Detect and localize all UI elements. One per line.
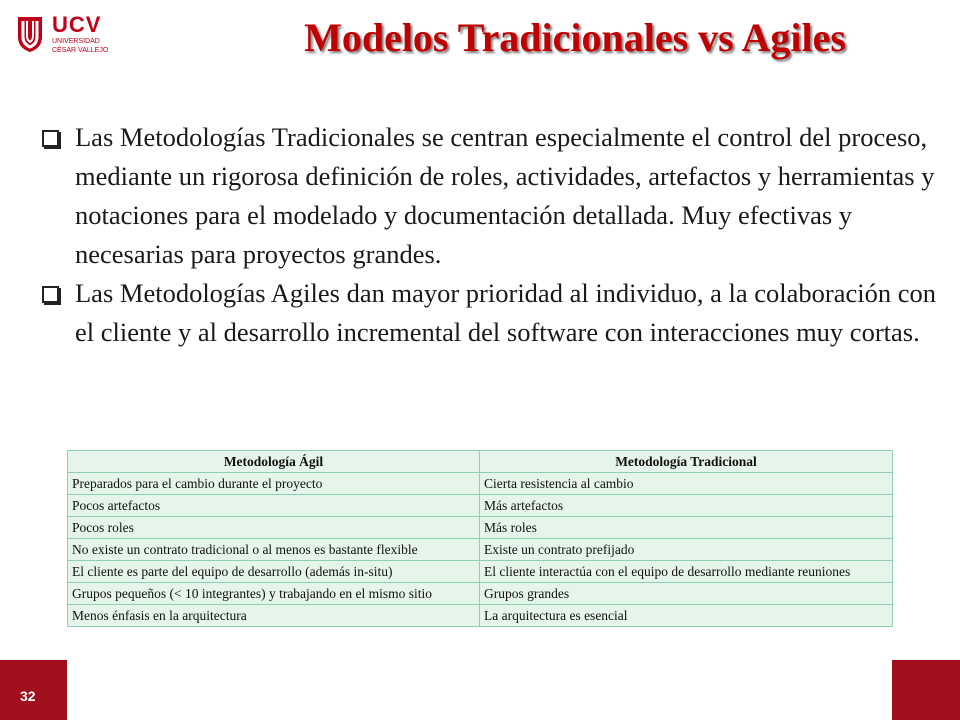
- table-cell: El cliente interactúa con el equipo de desarrollo mediante reuniones: [480, 561, 893, 583]
- table-header-row: [68, 451, 893, 473]
- bullet-item: [42, 274, 942, 352]
- ucv-shield-icon: [16, 15, 44, 53]
- table-cell: Pocos roles: [68, 517, 480, 539]
- table-cell: Grupos grandes: [480, 583, 893, 605]
- bullet-text: Las Metodologías Tradicionales se centran especialmente el control del proceso, mediante un rigorosa definición de roles, actividades, artefactos y herramientas y notaciones para el modelado y documentación detallada. Muy efectivas y necesarias para proyectos grandes.: [75, 122, 935, 269]
- table-cell: No existe un contrato tradicional o al menos es bastante flexible: [68, 539, 480, 561]
- slide-title: Modelos Tradicionales vs Agiles: [304, 15, 846, 60]
- table-row: [68, 495, 893, 517]
- table-row: [68, 517, 893, 539]
- logo-name: UCV: [52, 12, 102, 37]
- table-cell: Grupos pequeños (< 10 integrantes) y trabajando en el mismo sitio: [68, 583, 480, 605]
- column-header-agil: Metodología Ágil: [68, 451, 480, 473]
- comparison-table: [67, 450, 893, 627]
- university-logo: [16, 14, 108, 54]
- bullet-item: [42, 118, 942, 274]
- checkbox-bullet-icon: [42, 130, 59, 147]
- table-cell: La arquitectura es esencial: [480, 605, 893, 627]
- table-cell: Existe un contrato prefijado: [480, 539, 893, 561]
- table-cell: Menos énfasis en la arquitectura: [68, 605, 480, 627]
- page-number: 32: [20, 688, 36, 704]
- logo-subtitle-line1: UNIVERSIDAD: [52, 38, 100, 45]
- bullet-text: Las Metodologías Agiles dan mayor prioridad al individuo, a la colaboración con el cliente y al desarrollo incremental del software con interacciones muy cortas.: [75, 278, 937, 347]
- logo-subtitle-line2: CÉSAR VALLEJO: [52, 47, 109, 54]
- table-row: [68, 561, 893, 583]
- table-row: [68, 539, 893, 561]
- table-cell: Más artefactos: [480, 495, 893, 517]
- checkbox-bullet-icon: [42, 286, 59, 303]
- table-row: [68, 583, 893, 605]
- table-row: [68, 605, 893, 627]
- comparison-table-container: [67, 450, 892, 720]
- table-cell: Preparados para el cambio durante el proyecto: [68, 473, 480, 495]
- table-cell: El cliente es parte del equipo de desarrollo (además in-situ): [68, 561, 480, 583]
- table-cell: Más roles: [480, 517, 893, 539]
- table-cell: Pocos artefactos: [68, 495, 480, 517]
- column-header-tradicional: Metodología Tradicional: [480, 451, 893, 473]
- table-row: [68, 473, 893, 495]
- bullet-list: [42, 118, 942, 352]
- table-cell: Cierta resistencia al cambio: [480, 473, 893, 495]
